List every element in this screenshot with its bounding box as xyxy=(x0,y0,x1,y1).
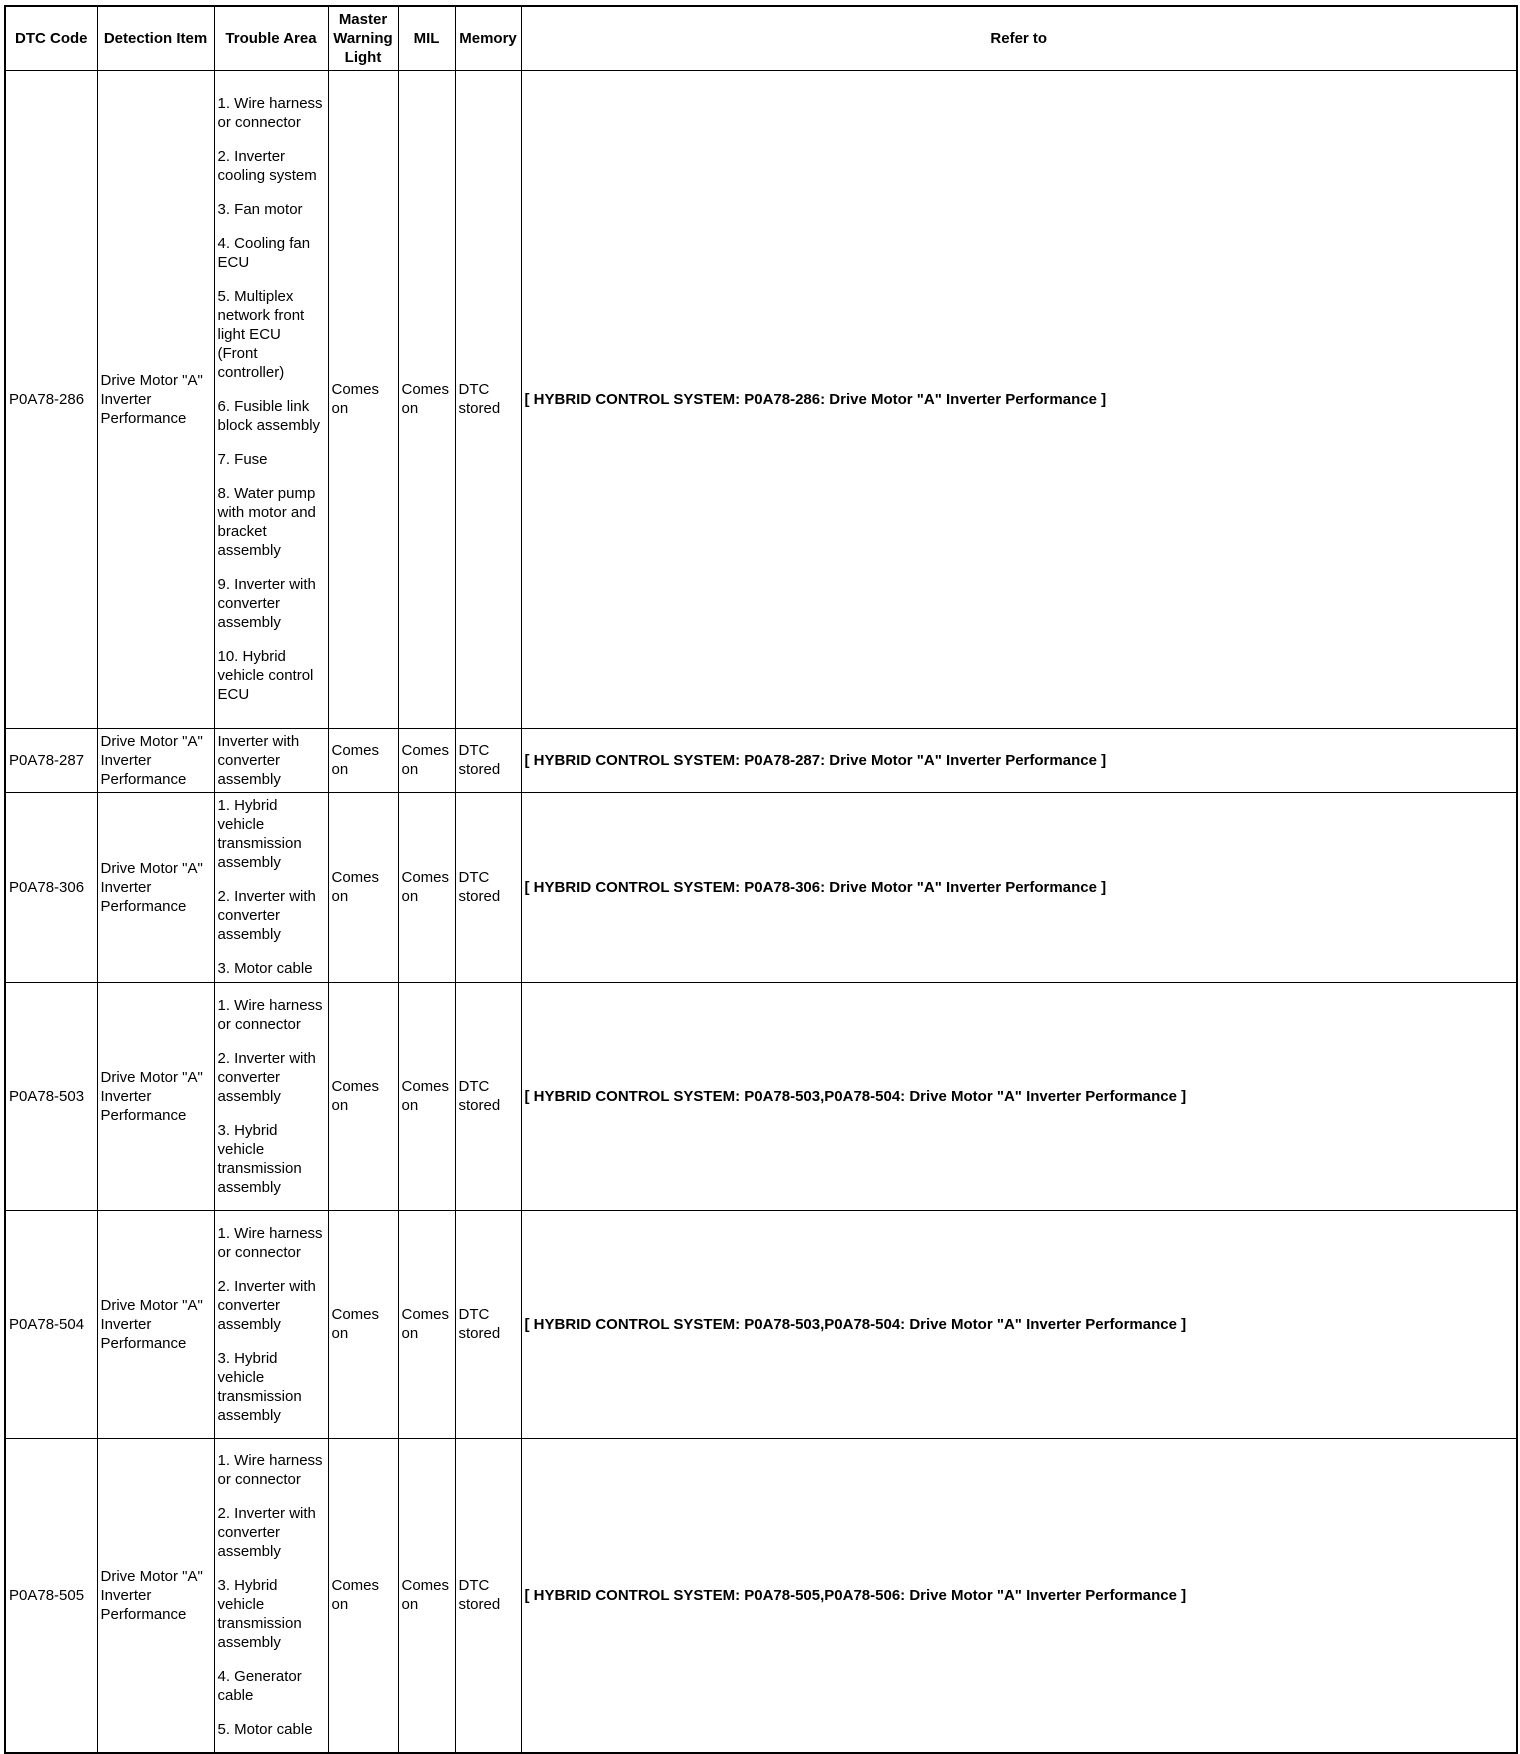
table-row xyxy=(5,982,1517,1210)
cell-detection-item: Drive Motor "A" Inverter Performance xyxy=(97,792,214,982)
cell-mil: Comes on xyxy=(398,728,455,792)
header-detection-item: Detection Item xyxy=(97,6,214,70)
table-row xyxy=(5,728,1517,792)
header-dtc-code: DTC Code xyxy=(5,6,97,70)
trouble-area-item: 2. Inverter with converter assembly xyxy=(217,1277,316,1333)
cell-master-warning-light: Comes on xyxy=(328,1438,398,1753)
cell-memory: DTC stored xyxy=(455,982,521,1210)
dtc-table xyxy=(4,5,1518,1754)
header-refer-to: Refer to xyxy=(521,6,1517,70)
cell-trouble-area xyxy=(214,982,328,1210)
cell-detection-item: Drive Motor "A" Inverter Performance xyxy=(97,1210,214,1438)
trouble-area-item: 3. Motor cable xyxy=(217,960,313,977)
cell-refer-to: [ HYBRID CONTROL SYSTEM: P0A78-503,P0A78-504: Drive Motor "A" Inverter Performance ] xyxy=(521,1210,1517,1438)
cell-mil: Comes on xyxy=(398,1438,455,1753)
cell-refer-to: [ HYBRID CONTROL SYSTEM: P0A78-503,P0A78-504: Drive Motor "A" Inverter Performance ] xyxy=(521,982,1517,1210)
trouble-area-item: 4. Cooling fan ECU xyxy=(217,235,311,271)
trouble-area-item: 2. Inverter with converter assembly xyxy=(217,888,316,943)
cell-trouble-area xyxy=(214,792,328,982)
cell-mil: Comes on xyxy=(398,70,455,728)
trouble-area-item: 2. Inverter cooling system xyxy=(217,148,317,184)
trouble-area-item: 1. Wire harness or connector xyxy=(217,1224,323,1261)
trouble-area-item: 1. Wire harness or connector xyxy=(217,996,323,1033)
cell-memory: DTC stored xyxy=(455,1438,521,1753)
trouble-area-item: 1. Hybrid vehicle transmission assembly xyxy=(217,797,302,871)
trouble-area-item: 2. Inverter with converter assembly xyxy=(217,1505,316,1561)
trouble-area-item: 5. Motor cable xyxy=(217,1721,313,1739)
cell-refer-to: [ HYBRID CONTROL SYSTEM: P0A78-287: Drive Motor "A" Inverter Performance ] xyxy=(521,728,1517,792)
trouble-area-item: 7. Fuse xyxy=(217,451,268,468)
cell-trouble-area xyxy=(214,70,328,728)
table-row xyxy=(5,792,1517,982)
cell-master-warning-light: Comes on xyxy=(328,792,398,982)
trouble-area-item: 6. Fusible link block assembly xyxy=(217,398,321,434)
cell-dtc-code: P0A78-505 xyxy=(5,1438,97,1753)
trouble-area-item: 1. Wire harness or connector xyxy=(217,95,323,131)
cell-trouble-area xyxy=(214,1438,328,1753)
table-header-row xyxy=(5,6,1517,70)
cell-master-warning-light: Comes on xyxy=(328,728,398,792)
cell-memory: DTC stored xyxy=(455,728,521,792)
cell-trouble-area xyxy=(214,728,328,792)
trouble-area-item: 3. Hybrid vehicle transmission assembly xyxy=(217,1121,302,1196)
cell-trouble-area xyxy=(214,1210,328,1438)
cell-dtc-code: P0A78-503 xyxy=(5,982,97,1210)
cell-mil: Comes on xyxy=(398,1210,455,1438)
table-row xyxy=(5,70,1517,728)
cell-memory: DTC stored xyxy=(455,70,521,728)
header-trouble-area: Trouble Area xyxy=(214,6,328,70)
cell-dtc-code: P0A78-286 xyxy=(5,70,97,728)
trouble-area-item: 2. Inverter with converter assembly xyxy=(217,1049,316,1105)
cell-detection-item: Drive Motor "A" Inverter Performance xyxy=(97,982,214,1210)
cell-master-warning-light: Comes on xyxy=(328,1210,398,1438)
trouble-area-item: Inverter with converter assembly xyxy=(217,732,300,788)
trouble-area-item: 10. Hybrid vehicle control ECU xyxy=(217,648,314,703)
trouble-area-item: 4. Generator cable xyxy=(217,1668,302,1705)
cell-memory: DTC stored xyxy=(455,1210,521,1438)
table-row xyxy=(5,1438,1517,1753)
cell-refer-to: [ HYBRID CONTROL SYSTEM: P0A78-505,P0A78-506: Drive Motor "A" Inverter Performance ] xyxy=(521,1438,1517,1753)
trouble-area-item: 3. Fan motor xyxy=(217,201,303,218)
cell-master-warning-light: Comes on xyxy=(328,70,398,728)
cell-dtc-code: P0A78-287 xyxy=(5,728,97,792)
trouble-area-item: 9. Inverter with converter assembly xyxy=(217,576,316,631)
cell-memory: DTC stored xyxy=(455,792,521,982)
trouble-area-item: 5. Multiplex network front light ECU (Front controller) xyxy=(217,288,305,381)
trouble-area-item: 8. Water pump with motor and bracket assembly xyxy=(217,485,316,559)
table-row xyxy=(5,1210,1517,1438)
cell-detection-item: Drive Motor "A" Inverter Performance xyxy=(97,70,214,728)
header-memory: Memory xyxy=(455,6,521,70)
header-master-warning-light: Master Warning Light xyxy=(328,6,398,70)
dtc-table-container xyxy=(4,5,1518,1739)
cell-detection-item: Drive Motor "A" Inverter Performance xyxy=(97,1438,214,1753)
trouble-area-item: 3. Hybrid vehicle transmission assembly xyxy=(217,1349,302,1424)
header-mil: MIL xyxy=(398,6,455,70)
trouble-area-item: 1. Wire harness or connector xyxy=(217,1452,323,1489)
cell-dtc-code: P0A78-306 xyxy=(5,792,97,982)
cell-mil: Comes on xyxy=(398,792,455,982)
cell-mil: Comes on xyxy=(398,982,455,1210)
table-body xyxy=(5,70,1517,1753)
cell-refer-to: [ HYBRID CONTROL SYSTEM: P0A78-286: Drive Motor "A" Inverter Performance ] xyxy=(521,70,1517,728)
trouble-area-item: 3. Hybrid vehicle transmission assembly xyxy=(217,1577,302,1652)
cell-master-warning-light: Comes on xyxy=(328,982,398,1210)
cell-dtc-code: P0A78-504 xyxy=(5,1210,97,1438)
cell-refer-to: [ HYBRID CONTROL SYSTEM: P0A78-306: Drive Motor "A" Inverter Performance ] xyxy=(521,792,1517,982)
cell-detection-item: Drive Motor "A" Inverter Performance xyxy=(97,728,214,792)
